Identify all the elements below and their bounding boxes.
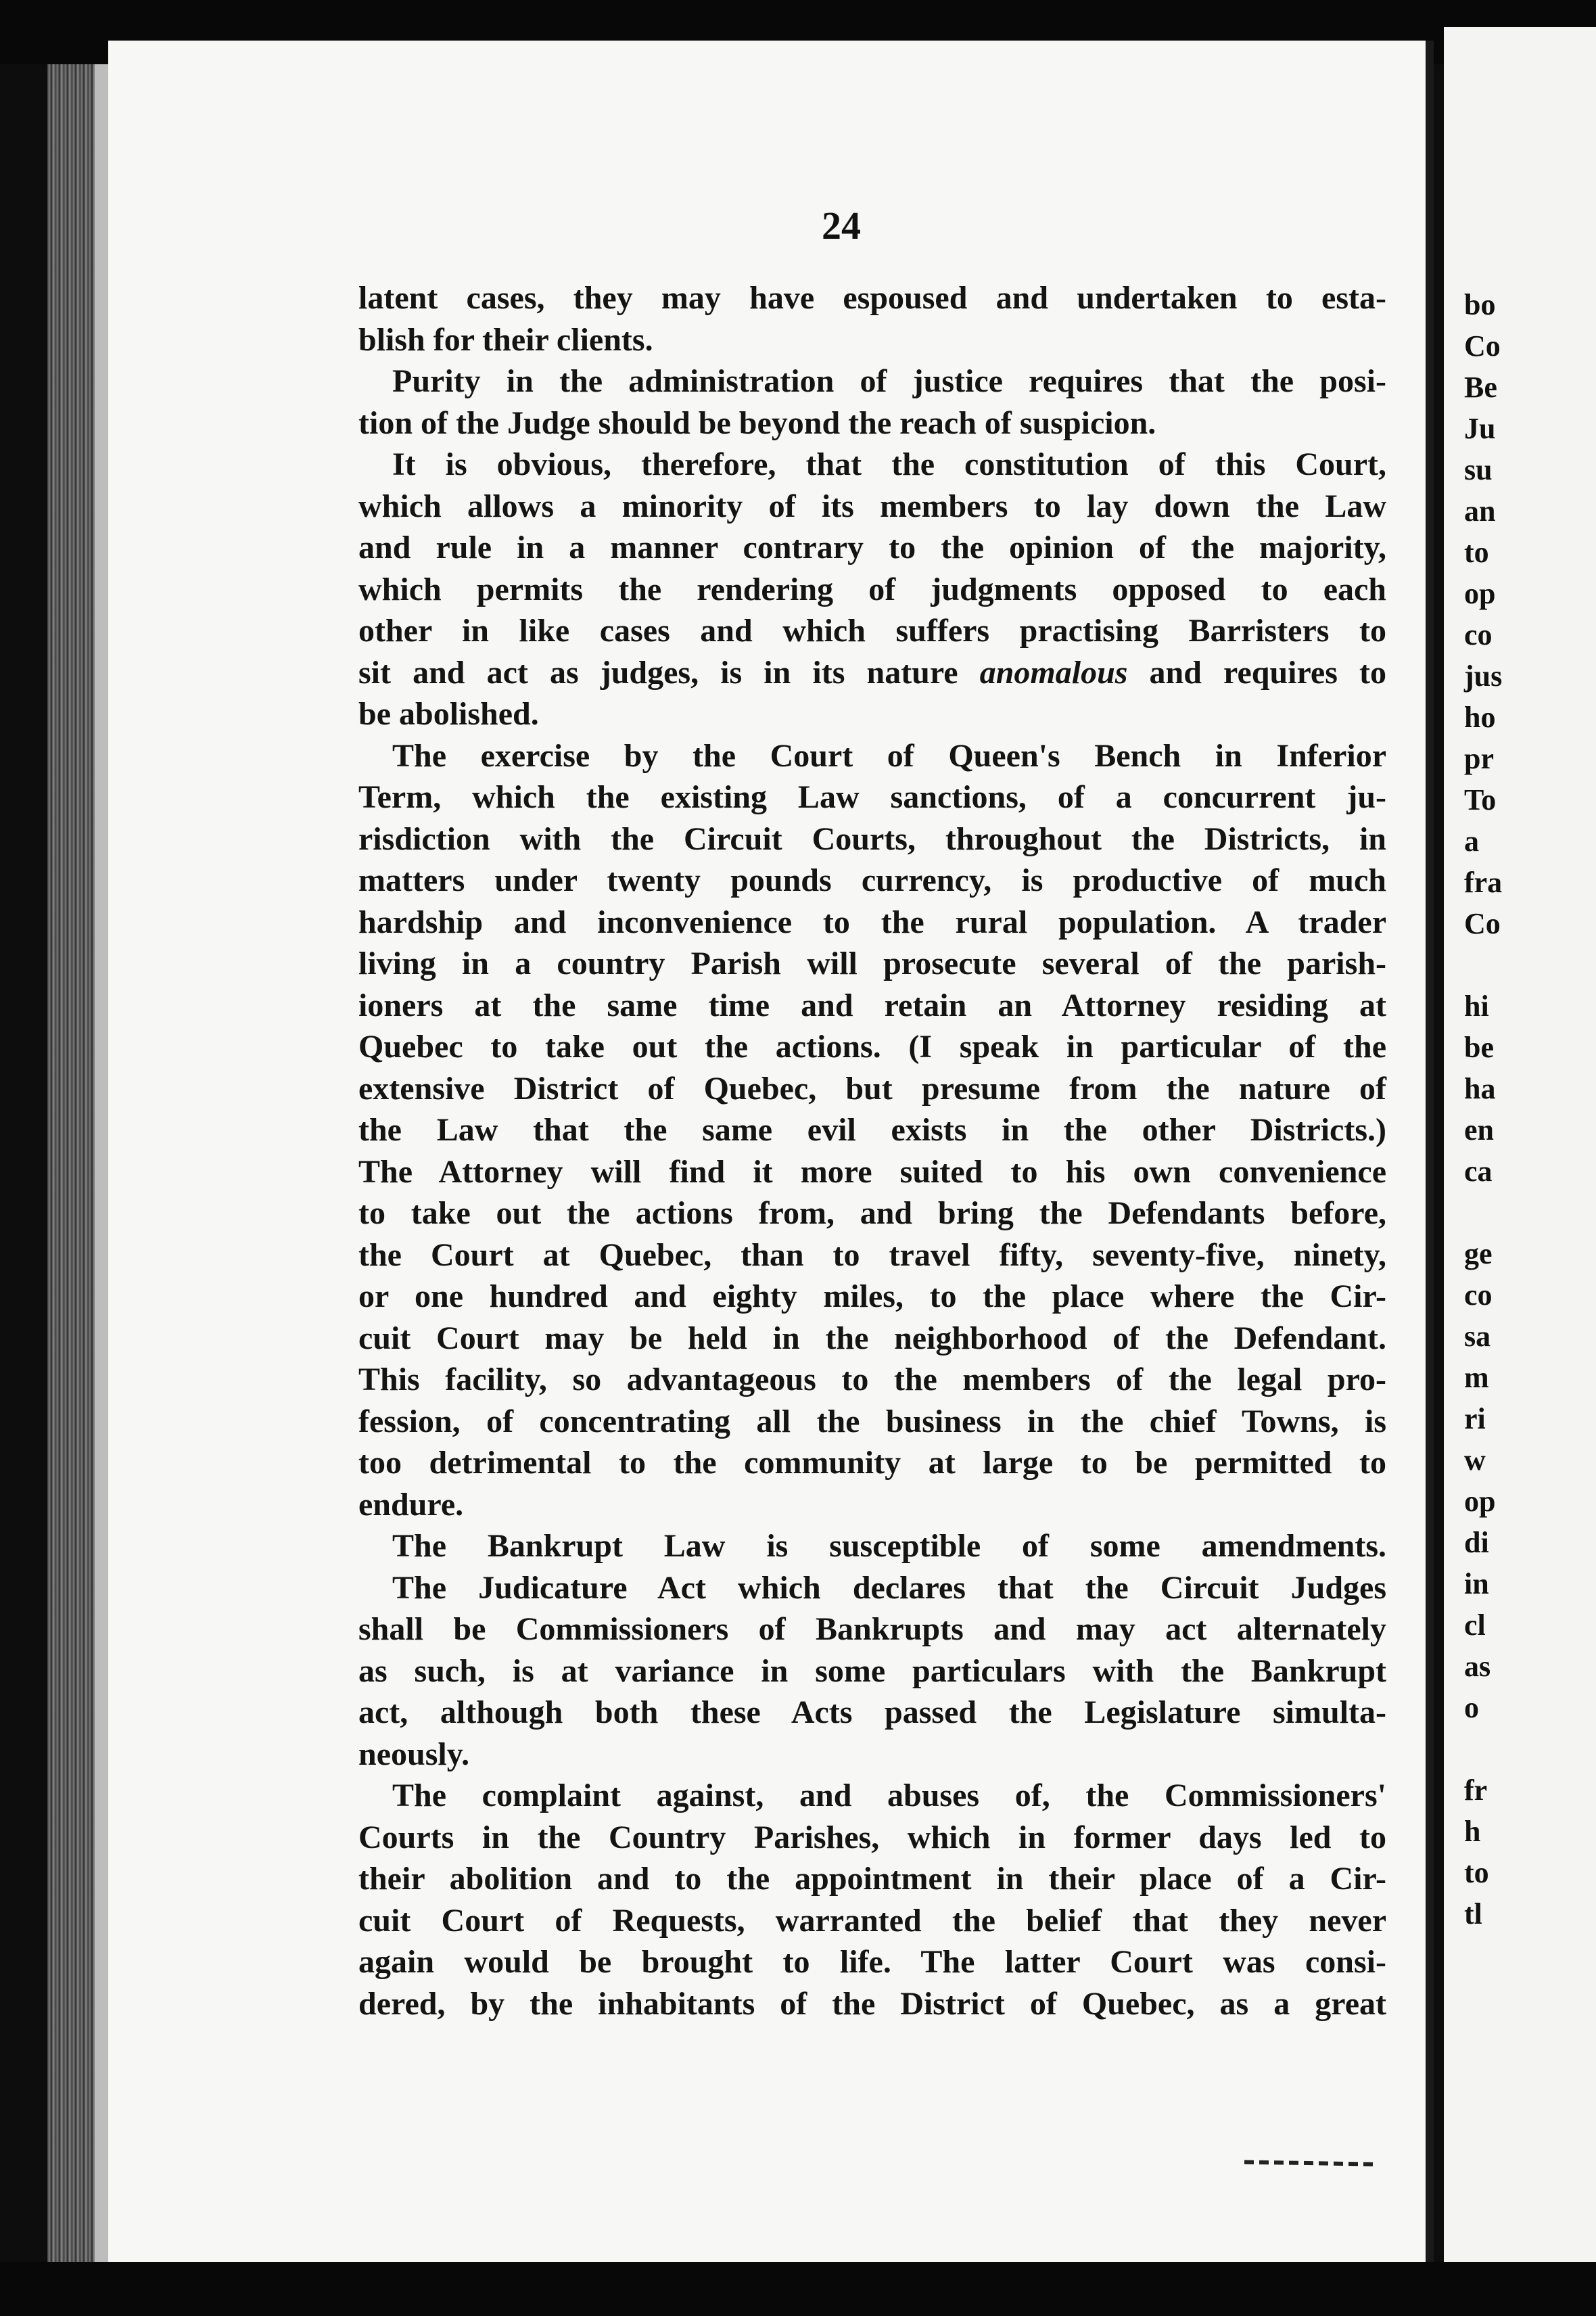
facing-fragment: sa <box>1464 1320 1491 1353</box>
facing-fragment: co <box>1464 618 1493 651</box>
book-spine-edge <box>47 64 95 2279</box>
text-segment: sit and act as judges, is in its nature <box>358 654 980 691</box>
facing-fragment: di <box>1464 1526 1489 1559</box>
facing-fragment: bo <box>1464 288 1496 321</box>
text-line: which allows a minority of its members to lay down the Law <box>358 488 1386 524</box>
facing-fragment: Co <box>1464 907 1501 940</box>
text-line: the Law that the same evil exists in the other Districts.) <box>358 1112 1386 1148</box>
body-text <box>358 277 1386 2024</box>
facing-fragment: Co <box>1464 329 1501 363</box>
text-line: extensive District of Quebec, but presume from the nature of <box>358 1070 1386 1107</box>
facing-fragment: en <box>1464 1113 1494 1147</box>
facing-fragment: jus <box>1464 659 1503 693</box>
facing-fragment: op <box>1464 1485 1496 1518</box>
text-line: or one hundred and eighty miles, to the place where the Cir- <box>358 1278 1386 1314</box>
facing-fragment: ge <box>1464 1237 1493 1270</box>
text-line: and rule in a manner contrary to the opinion of the majority, <box>358 530 1386 565</box>
text-line: ioners at the same time and retain an Attorney residing at <box>358 987 1386 1023</box>
facing-fragment: h <box>1464 1815 1481 1848</box>
text-line: hardship and inconvenience to the rural population. A trader <box>358 904 1386 940</box>
text-line: too detrimental to the community at large to be permitted to <box>358 1445 1386 1481</box>
facing-fragment: hi <box>1464 990 1489 1023</box>
facing-fragment: a <box>1464 825 1479 858</box>
text-line: The exercise by the Court of Queen's Bench in Inferior <box>392 737 1386 774</box>
facing-fragment: w <box>1464 1443 1486 1477</box>
facing-fragment: cl <box>1464 1608 1486 1642</box>
facing-fragment: To <box>1464 783 1497 816</box>
scanner-bottom-edge <box>0 2262 1596 2316</box>
text-line: Courts in the Country Parishes, which in former days led to <box>358 1819 1386 1855</box>
text-line: dered, by the inhabitants of the District of Quebec, as a great <box>358 1985 1386 2022</box>
text-line: cuit Court of Requests, warranted the belief that they never <box>358 1902 1386 1939</box>
facing-fragment: as <box>1464 1650 1491 1683</box>
text-line: The Bankrupt Law is susceptible of some amendments. <box>392 1528 1386 1564</box>
facing-fragment: op <box>1464 577 1496 610</box>
facing-fragment: fr <box>1464 1774 1488 1807</box>
text-line: living in a country Parish will prosecute several of the parish- <box>358 946 1386 981</box>
text-line: the Court at Quebec, than to travel fifty, seventy-five, ninety, <box>358 1236 1386 1273</box>
facing-fragment: ca <box>1464 1155 1493 1188</box>
text-line: blish for their clients. <box>358 321 653 358</box>
facing-fragment: an <box>1464 494 1496 528</box>
text-line: shall be Commissioners of Bankrupts and may act alternately <box>358 1611 1386 1647</box>
italic-word: anomalous <box>979 654 1128 691</box>
text-line: endure. <box>358 1486 464 1523</box>
text-line: neously. <box>358 1736 470 1772</box>
facing-fragment: to <box>1464 536 1489 569</box>
text-segment: and requires to <box>1127 654 1386 691</box>
facing-fragment: to <box>1464 1856 1489 1889</box>
text-line: again would be brought to life. The latter Court was consi- <box>358 1944 1386 1980</box>
facing-fragment: ho <box>1464 701 1496 734</box>
text-line: Term, which the existing Law sanctions, of a concurrent ju- <box>358 779 1386 815</box>
facing-fragment: in <box>1464 1567 1489 1600</box>
text-line: act, although both these Acts passed the Legislature simulta- <box>358 1694 1386 1730</box>
facing-fragment: m <box>1464 1361 1489 1394</box>
facing-fragment: tl <box>1464 1897 1482 1930</box>
facing-fragment: Be <box>1464 371 1497 404</box>
text-line: be abolished. <box>358 696 539 732</box>
facing-fragment <box>1464 1192 1596 1233</box>
text-line: This facility, so advantageous to the members of the legal pro- <box>358 1362 1386 1397</box>
text-line: The Judicature Act which declares that the Circuit Judges <box>392 1569 1386 1606</box>
facing-fragment: ha <box>1464 1072 1496 1105</box>
page-number: 24 <box>822 204 861 248</box>
text-line: matters under twenty pounds currency, is productive of much <box>358 862 1386 898</box>
facing-fragment: be <box>1464 1031 1494 1064</box>
text-line: Purity in the administration of justice requires that the posi- <box>392 363 1386 399</box>
facing-fragment: pr <box>1464 742 1494 775</box>
text-line: tion of the Judge should be beyond the reach of suspicion. <box>358 404 1156 441</box>
facing-fragment <box>1464 1728 1596 1769</box>
facing-fragment: ri <box>1464 1402 1486 1435</box>
text-line: which permits the rendering of judgments opposed to each <box>358 571 1386 607</box>
page-stack-edge <box>95 64 110 2279</box>
facing-fragment <box>1464 944 1596 986</box>
text-line: It is obvious, therefore, that the constitution of this Court, <box>392 446 1386 482</box>
text-line: fession, of concentrating all the business in the chief Towns, is <box>358 1403 1386 1439</box>
facing-page-text <box>1464 284 1596 1935</box>
text-line: as such, is at variance in some particulars with the Bankrupt <box>358 1652 1386 1689</box>
text-line: The Attorney will find it more suited to his own convenience <box>358 1153 1386 1190</box>
text-line: other in like cases and which suffers practising Barristers to <box>358 613 1386 649</box>
text-line: their abolition and to the appointment in their place of a Cir- <box>358 1861 1386 1897</box>
facing-fragment: su <box>1464 453 1493 486</box>
facing-fragment: co <box>1464 1278 1493 1312</box>
facing-fragment: Ju <box>1464 412 1496 445</box>
text-line: The complaint against, and abuses of, the Commissioners' <box>392 1778 1386 1813</box>
text-line: latent cases, they may have espoused and undertaken to esta- <box>358 280 1386 316</box>
facing-fragment: fra <box>1464 866 1503 899</box>
facing-fragment: o <box>1464 1691 1479 1724</box>
text-line: risdiction with the Circuit Courts, throughout the Districts, in <box>358 820 1386 857</box>
text-line: Quebec to take out the actions. (I speak in particular of the <box>358 1029 1386 1065</box>
text-line: cuit Court may be held in the neighborhood of the Defendant. <box>358 1320 1386 1356</box>
text-line: to take out the actions from, and bring the Defendants before, <box>358 1195 1386 1231</box>
text-line <box>358 652 1386 694</box>
